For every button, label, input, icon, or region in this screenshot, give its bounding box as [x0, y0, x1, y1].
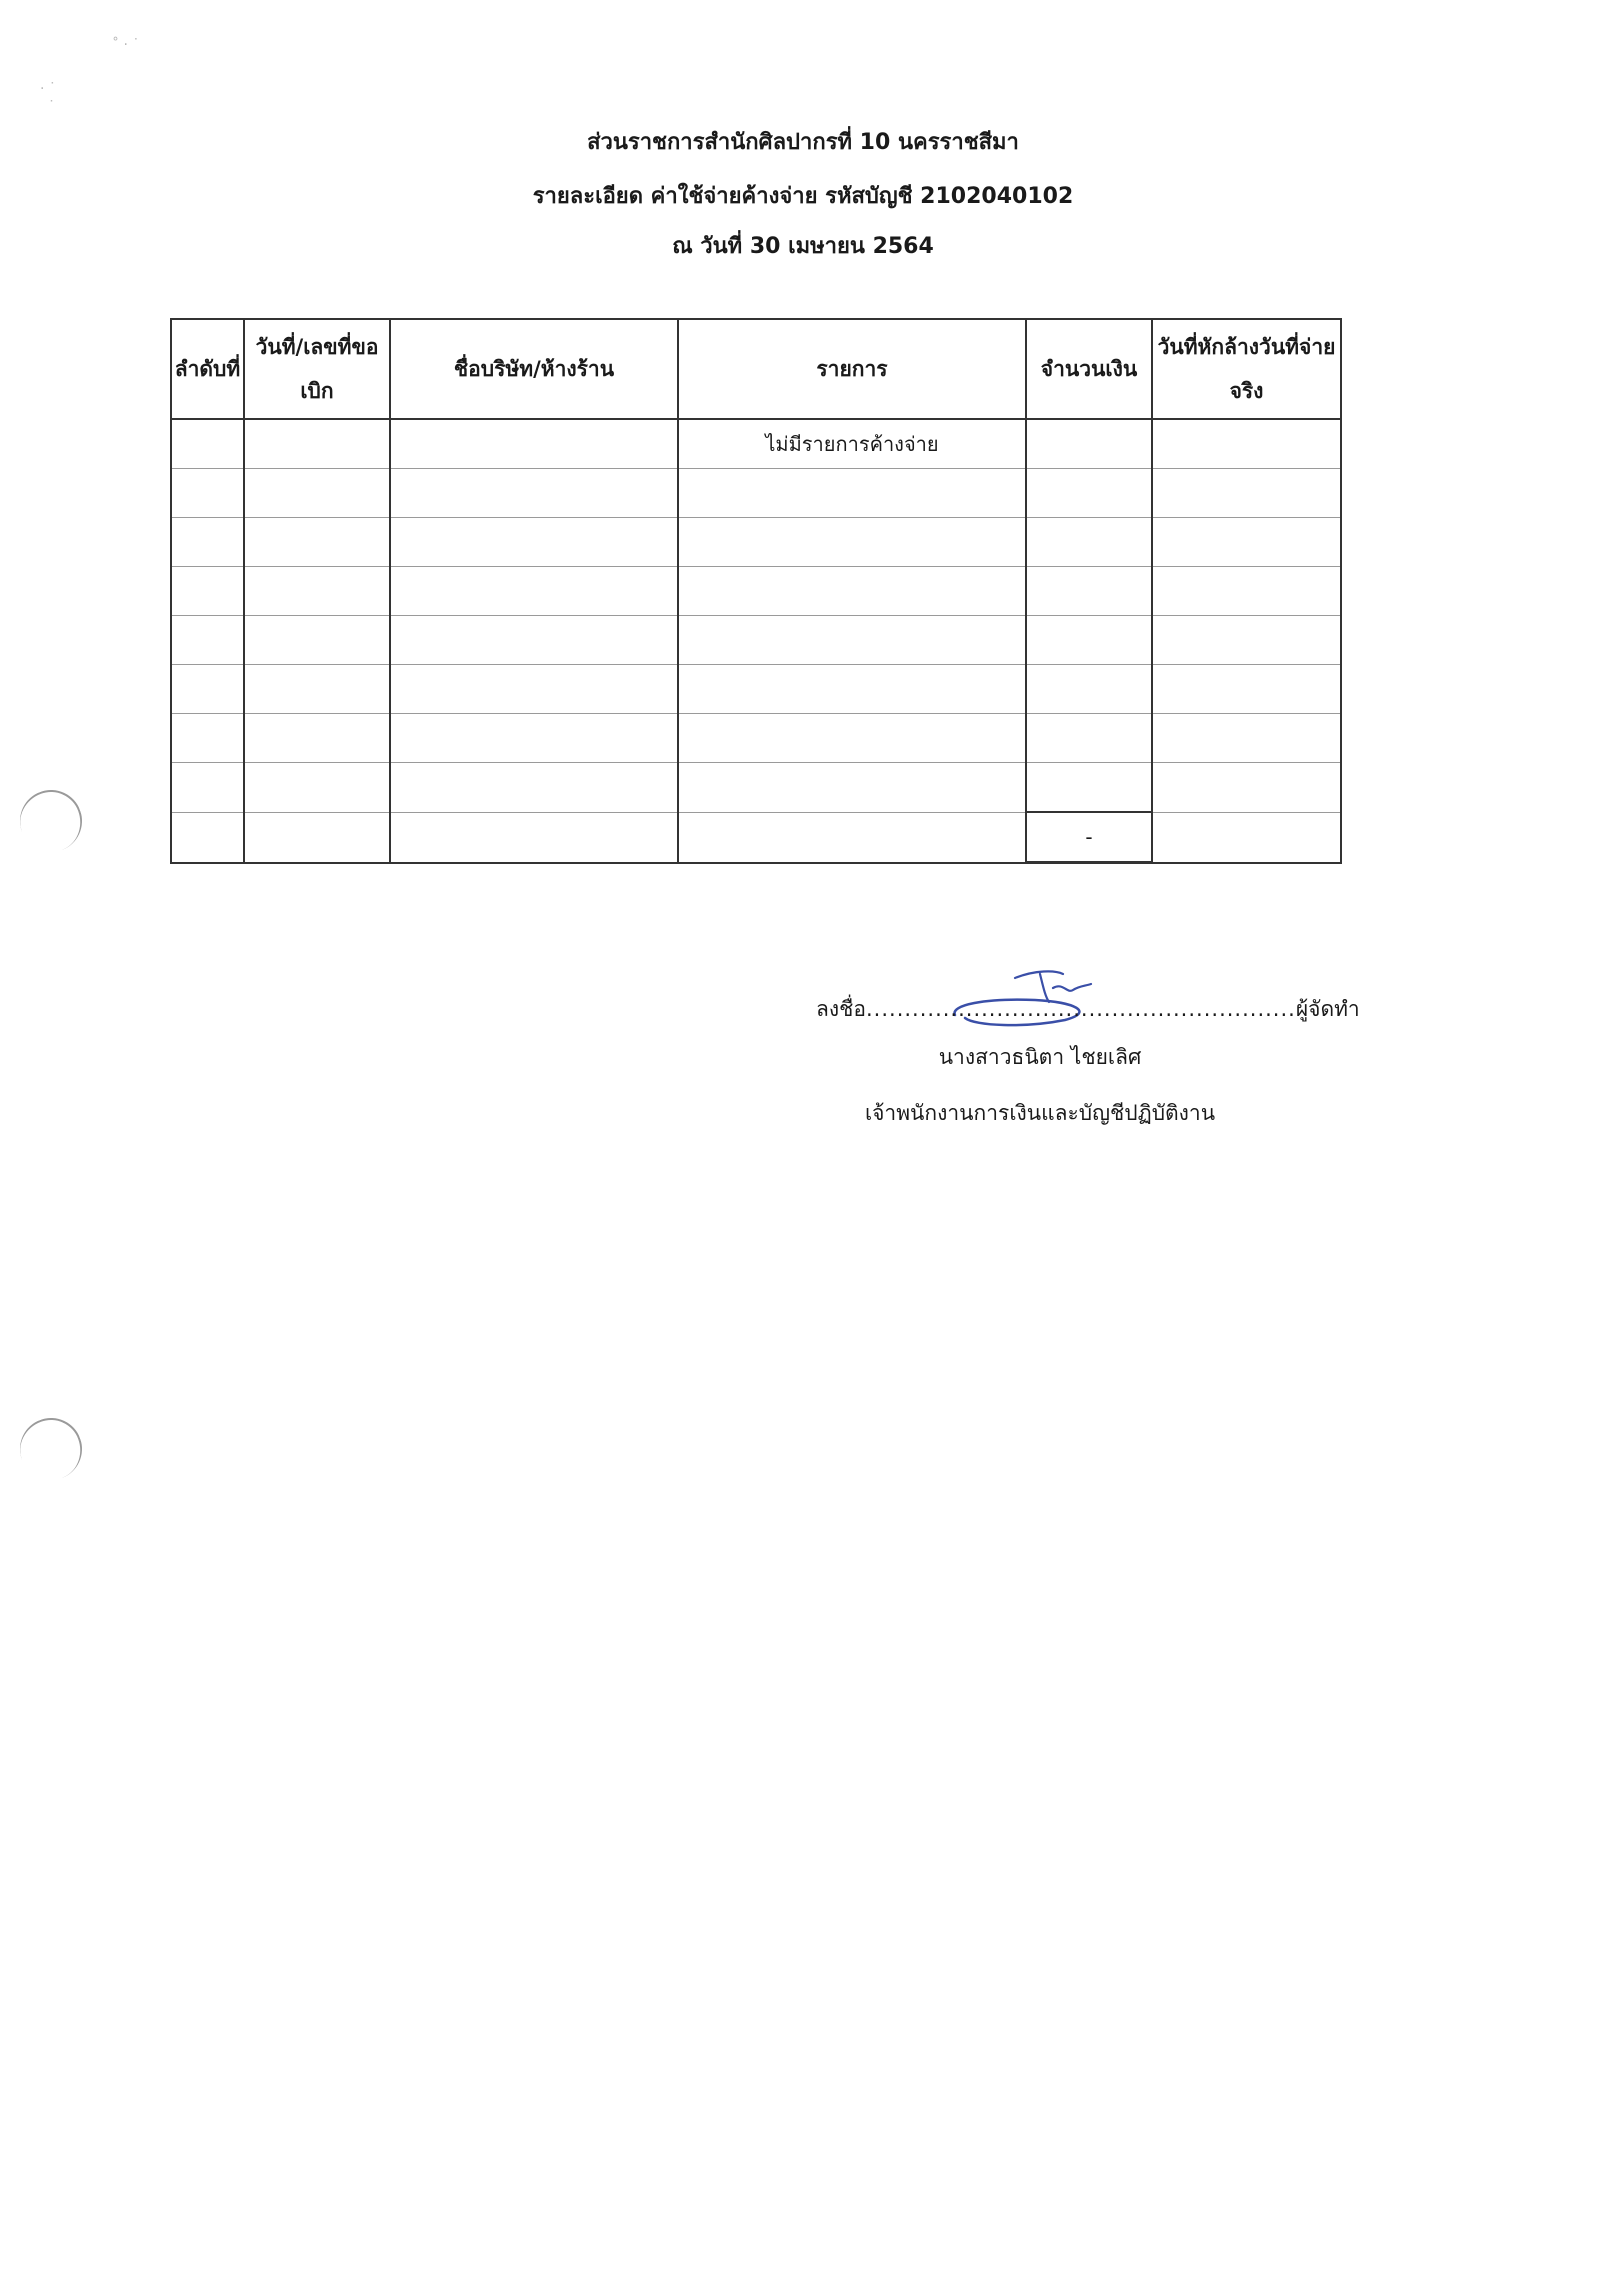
- document-subtitle: รายละเอียด ค่าใช้จ่ายค้างจ่าย รหัสบัญชี 2102040102: [532, 184, 1074, 209]
- table-cell: [678, 469, 1026, 518]
- table-row: [171, 518, 1341, 567]
- table-cell: [678, 567, 1026, 616]
- table-cell: [244, 518, 390, 567]
- table-row: [171, 419, 1341, 469]
- punch-hole-mark: [11, 1409, 90, 1488]
- table-cell: [171, 812, 244, 863]
- table-cell: [678, 763, 1026, 813]
- table-cell: [1026, 714, 1152, 763]
- total-amount-cell: -: [1026, 812, 1152, 863]
- table-cell: [171, 616, 244, 665]
- table-cell: [1152, 812, 1341, 863]
- table-cell: [390, 714, 678, 763]
- table-cell: [390, 419, 678, 469]
- signer-name: นางสาวธนิตา ไชยเลิศ: [938, 1045, 1142, 1069]
- table-cell: [244, 469, 390, 518]
- table-cell: [1026, 419, 1152, 469]
- table-cell: [171, 567, 244, 616]
- table-cell: [244, 763, 390, 813]
- table-row: [171, 714, 1341, 763]
- table-cell: [1152, 518, 1341, 567]
- signature-dots: ........................................................: [866, 997, 1296, 1021]
- table-cell: [244, 567, 390, 616]
- table-row: [171, 616, 1341, 665]
- table-row: [171, 665, 1341, 714]
- table-cell: [1152, 469, 1341, 518]
- column-header-date-number: วันที่/เลขที่ขอเบิก: [244, 319, 390, 419]
- scan-speck: · ˙: [40, 81, 56, 97]
- table-cell: [171, 665, 244, 714]
- table-cell: [244, 665, 390, 714]
- column-header-clearing-date: วันที่หักล้างวันที่จ่ายจริง: [1152, 319, 1341, 419]
- table-cell: [1026, 763, 1152, 813]
- table-cell: [244, 714, 390, 763]
- accrued-expense-table: [170, 318, 1342, 864]
- table-row: [171, 469, 1341, 518]
- table-cell: [1152, 616, 1341, 665]
- table-cell: [678, 714, 1026, 763]
- punch-hole-mark: [11, 781, 90, 860]
- signature-line: [816, 994, 1360, 1024]
- signature-suffix: ผู้จัดทำ: [1295, 997, 1360, 1021]
- table-total-row: [171, 812, 1341, 863]
- table-cell: [1026, 518, 1152, 567]
- table-cell: [678, 616, 1026, 665]
- table-cell: [678, 665, 1026, 714]
- column-header-amount: จำนวนเงิน: [1026, 319, 1152, 419]
- table-cell: [171, 419, 244, 469]
- table-header-row: [171, 319, 1341, 419]
- column-header-item: รายการ: [678, 319, 1026, 419]
- table-cell: [244, 812, 390, 863]
- table-cell: [390, 812, 678, 863]
- table-cell: [1152, 763, 1341, 813]
- table-cell: [390, 518, 678, 567]
- table-row: [171, 567, 1341, 616]
- table-cell: [1026, 469, 1152, 518]
- table-cell: [1152, 419, 1341, 469]
- table-cell: [1026, 665, 1152, 714]
- table-cell: [1152, 665, 1341, 714]
- table-cell: [244, 616, 390, 665]
- table-cell: [244, 419, 390, 469]
- table-cell: [390, 567, 678, 616]
- table-cell: [171, 763, 244, 813]
- table-cell: ไม่มีรายการค้างจ่าย: [678, 419, 1026, 469]
- document-date: ณ วันที่ 30 เมษายน 2564: [672, 234, 934, 259]
- scan-speck: ˚ · ˙: [112, 37, 140, 53]
- table-cell: [1026, 616, 1152, 665]
- table-cell: [1026, 567, 1152, 616]
- column-header-seq: ลำดับที่: [171, 319, 244, 419]
- scan-speck: ˙: [48, 99, 55, 115]
- table-cell: [678, 812, 1026, 863]
- table-cell: [390, 763, 678, 813]
- table-cell: [171, 714, 244, 763]
- table-row: [171, 763, 1341, 813]
- signer-position: เจ้าพนักงานการเงินและบัญชีปฏิบัติงาน: [864, 1101, 1216, 1125]
- signature-prefix: ลงชื่อ: [816, 997, 866, 1021]
- table-cell: [171, 518, 244, 567]
- column-header-company: ชื่อบริษัท/ห้างร้าน: [390, 319, 678, 419]
- table-cell: [390, 665, 678, 714]
- table-cell: [678, 518, 1026, 567]
- table-cell: [1152, 714, 1341, 763]
- table-cell: [390, 616, 678, 665]
- document-title: ส่วนราชการสำนักศิลปากรที่ 10 นครราชสีมา: [587, 130, 1019, 155]
- table-cell: [1152, 567, 1341, 616]
- table-cell: [390, 469, 678, 518]
- table-cell: [171, 469, 244, 518]
